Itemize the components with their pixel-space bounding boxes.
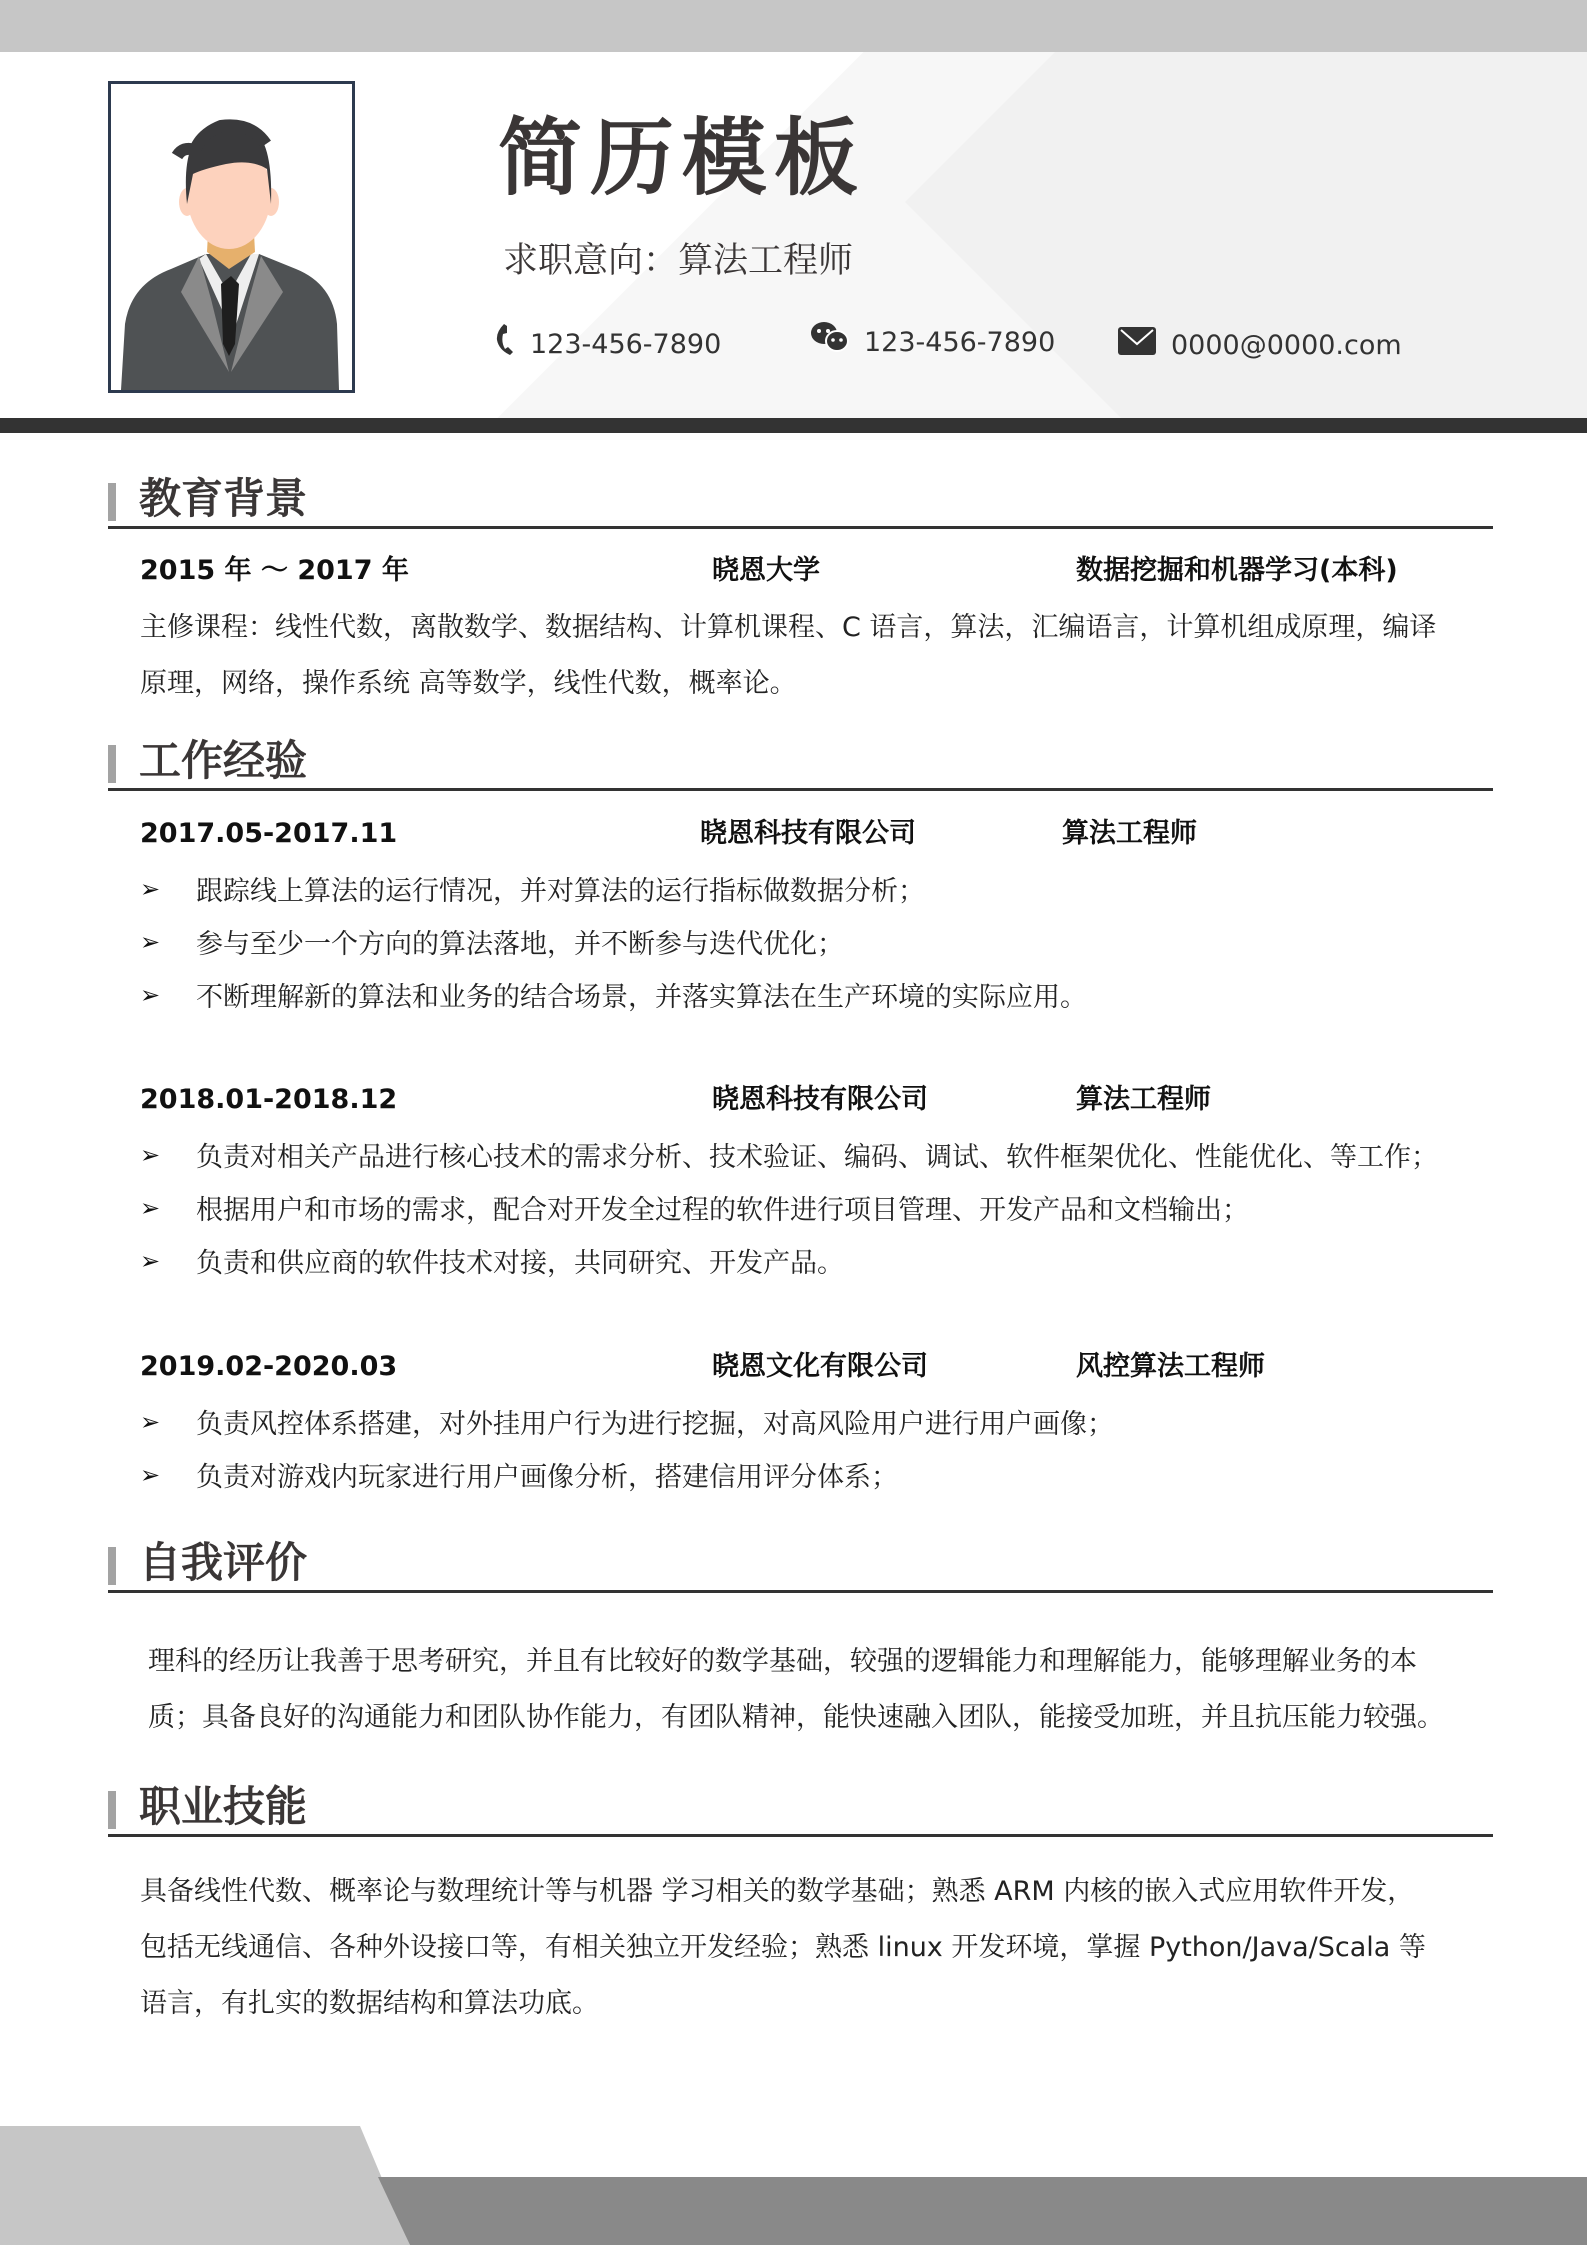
phone-number: 123-456-7890 bbox=[530, 329, 722, 360]
section-title: 教育背景 bbox=[139, 474, 308, 523]
job-2-period: 2018.01-2018.12 bbox=[140, 1084, 398, 1115]
avatar-photo bbox=[108, 81, 355, 393]
section-marker bbox=[108, 1791, 116, 1829]
self-eval-line1: 理科的经历让我善于思考研究，并且有比较好的数学基础，较强的逻辑能力和理解能力，能够理解业务的本 bbox=[148, 1646, 1417, 1677]
skills-line1: 具备线性代数、概率论与数理统计等与机器 学习相关的数学基础；熟悉 ARM 内核的嵌入式应用软件开发， bbox=[140, 1876, 1415, 1907]
job-3-company: 晓恩文化有限公司 bbox=[712, 1351, 928, 1382]
header-divider-bar bbox=[0, 418, 1587, 433]
list-item: ➢ 根据用户和市场的需求，配合对开发全过程的软件进行项目管理、开发产品和文档输出； bbox=[140, 1193, 1249, 1226]
job-1-duties bbox=[140, 862, 1500, 1021]
education-period: 2015 年 ～ 2017 年 bbox=[140, 555, 409, 586]
list-item: ➢ 负责对相关产品进行核心技术的需求分析、技术验证、编码、调试、软件框架优化、性能优化、等工作； bbox=[140, 1140, 1438, 1173]
contact-email bbox=[1117, 324, 1402, 368]
arrow-bullet-icon: ➢ bbox=[140, 1246, 161, 1275]
list-item: ➢ 负责对游戏内玩家进行用户画像分析，搭建信用评分体系； bbox=[140, 1460, 898, 1493]
job-2-role: 算法工程师 bbox=[1076, 1084, 1211, 1115]
list-item: ➢ 跟踪线上算法的运行情况，并对算法的运行指标做数据分析； bbox=[140, 874, 925, 907]
education-major: 数据挖掘和机器学习(本科) bbox=[1076, 555, 1398, 586]
job-objective-label: 求职意向： bbox=[503, 241, 679, 281]
job-3-period: 2019.02-2020.03 bbox=[140, 1351, 398, 1382]
skills-line2: 包括无线通信、各种外设接口等，有相关独立开发经验；熟悉 linux 开发环境，掌握 Python/Java/Scala 等 bbox=[140, 1932, 1426, 1963]
arrow-bullet-icon: ➢ bbox=[140, 1140, 161, 1169]
self-eval-line2: 质；具备良好的沟通能力和团队协作能力，有团队精神，能快速融入团队，能接受加班，并且抗压能力较强。 bbox=[148, 1702, 1444, 1733]
job-objective bbox=[503, 236, 853, 286]
skills-line3: 语言，有扎实的数据结构和算法功底。 bbox=[140, 1988, 599, 2019]
section-marker bbox=[108, 1547, 116, 1585]
section-skills bbox=[108, 1781, 1493, 1837]
section-title: 工作经验 bbox=[139, 736, 308, 785]
top-decor-band bbox=[0, 0, 1587, 52]
job-1-period: 2017.05-2017.11 bbox=[140, 818, 398, 849]
section-marker bbox=[108, 483, 116, 521]
education-courses-line1: 主修课程：线性代数，离散数学、数据结构、计算机课程、C 语言，算法，汇编语言，计算机组成原理，编译 bbox=[140, 612, 1437, 643]
wechat-icon bbox=[810, 320, 850, 366]
resume-title: 简历模板 bbox=[498, 109, 867, 207]
job-2-duties bbox=[140, 1128, 1500, 1287]
arrow-bullet-icon: ➢ bbox=[140, 1460, 161, 1489]
job-3-duties bbox=[140, 1395, 1500, 1501]
job-1-role: 算法工程师 bbox=[1062, 818, 1197, 849]
section-education bbox=[108, 473, 1493, 529]
email-icon bbox=[1117, 324, 1157, 368]
list-item: ➢ 不断理解新的算法和业务的结合场景，并落实算法在生产环境的实际应用。 bbox=[140, 980, 1087, 1013]
wechat-id: 123-456-7890 bbox=[864, 327, 1056, 358]
contact-phone bbox=[494, 322, 721, 368]
list-item: ➢ 负责和供应商的软件技术对接，共同研究、开发产品。 bbox=[140, 1246, 844, 1279]
education-courses-line2: 原理，网络，操作系统 高等数学，线性代数，概率论。 bbox=[140, 668, 797, 699]
person-avatar-icon bbox=[111, 84, 352, 390]
section-experience bbox=[108, 735, 1493, 791]
job-objective-value: 算法工程师 bbox=[678, 241, 854, 281]
arrow-bullet-icon: ➢ bbox=[140, 874, 161, 903]
section-title: 职业技能 bbox=[139, 1782, 308, 1831]
phone-icon bbox=[494, 322, 516, 368]
contact-wechat bbox=[810, 320, 1055, 366]
arrow-bullet-icon: ➢ bbox=[140, 1407, 161, 1436]
arrow-bullet-icon: ➢ bbox=[140, 980, 161, 1009]
list-item: ➢ 参与至少一个方向的算法落地，并不断参与迭代优化； bbox=[140, 927, 844, 960]
job-3-role: 风控算法工程师 bbox=[1076, 1351, 1265, 1382]
list-item: ➢ 负责风控体系搭建，对外挂用户行为进行挖掘，对高风险用户进行用户画像； bbox=[140, 1407, 1114, 1440]
section-self-evaluation bbox=[108, 1537, 1493, 1593]
section-title: 自我评价 bbox=[139, 1538, 308, 1587]
footer-light-shape bbox=[0, 2126, 410, 2245]
email-address: 0000@0000.com bbox=[1171, 330, 1402, 361]
job-2-company: 晓恩科技有限公司 bbox=[712, 1084, 928, 1115]
arrow-bullet-icon: ➢ bbox=[140, 1193, 161, 1222]
arrow-bullet-icon: ➢ bbox=[140, 927, 161, 956]
education-school: 晓恩大学 bbox=[712, 555, 820, 586]
job-1-company: 晓恩科技有限公司 bbox=[700, 818, 916, 849]
section-marker bbox=[108, 745, 116, 783]
